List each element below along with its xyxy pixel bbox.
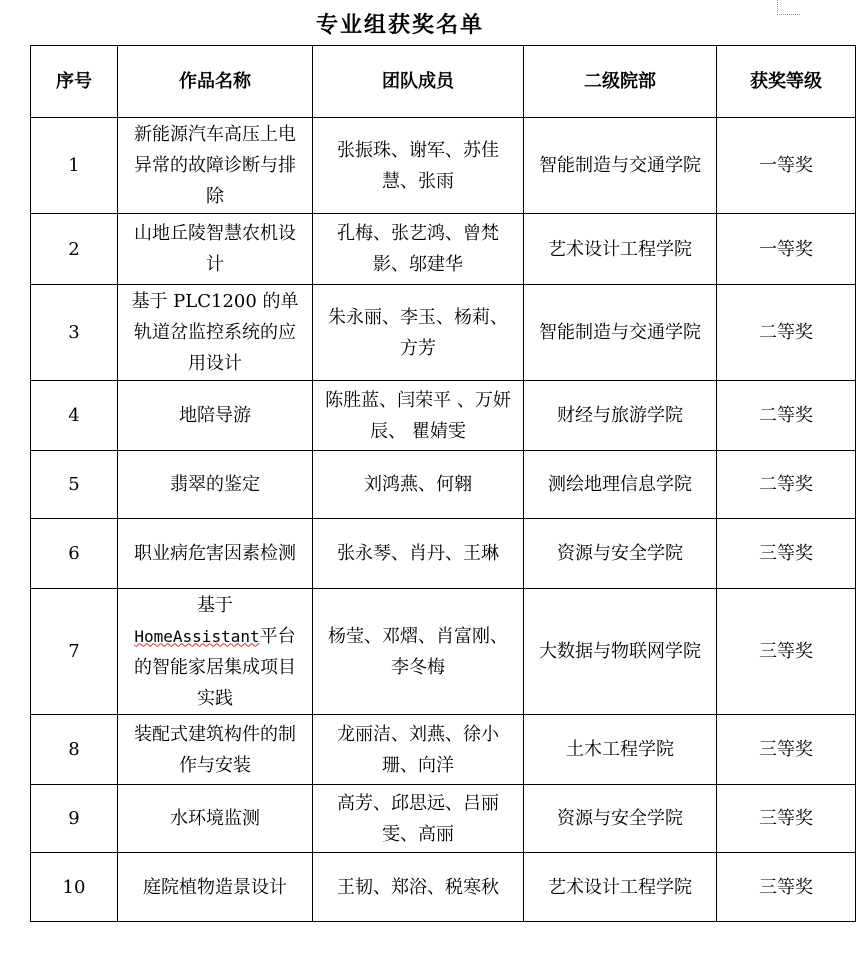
table-row [31,381,856,451]
cell-serial-number: 7 [31,589,118,715]
cell-college: 资源与安全学院 [524,785,717,853]
cell-team-members: 张永琴、肖丹、王琳 [313,519,524,589]
cell-serial-number: 1 [31,118,118,214]
work-name-prefix: 基于 [197,594,233,616]
cell-work-name: 新能源汽车高压上电异常的故障诊断与排除 [118,118,313,214]
cell-team-members: 张振珠、谢军、苏佳慧、张雨 [313,118,524,214]
award-table [30,45,856,922]
cell-team-members: 高芳、邱思远、吕丽雯、高丽 [313,785,524,853]
cell-team-members: 杨莹、邓熠、肖富刚、李冬梅 [313,589,524,715]
cell-award-level: 三等奖 [717,519,856,589]
cell-work-name: 山地丘陵智慧农机设计 [118,214,313,285]
cell-college: 资源与安全学院 [524,519,717,589]
cell-award-level: 三等奖 [717,853,856,922]
cell-work-name [118,589,313,715]
cell-team-members: 朱永丽、李玉、杨莉、方芳 [313,285,524,381]
cell-work-name: 庭院植物造景设计 [118,853,313,922]
cell-award-level: 三等奖 [717,715,856,785]
cell-work-name: 职业病危害因素检测 [118,519,313,589]
cell-award-level: 三等奖 [717,589,856,715]
cell-college: 智能制造与交通学院 [524,118,717,214]
work-name-suffix: 平台的智能家居集成项目实践 [134,625,296,709]
table-row [31,519,856,589]
cell-college: 艺术设计工程学院 [524,214,717,285]
cell-college: 大数据与物联网学院 [524,589,717,715]
header-team-members: 团队成员 [313,46,524,118]
header-serial-number: 序号 [31,46,118,118]
cell-serial-number: 8 [31,715,118,785]
cell-award-level: 三等奖 [717,785,856,853]
cell-team-members: 陈胜蓝、闫荣平 、万妍辰、 瞿婧雯 [313,381,524,451]
cell-college: 艺术设计工程学院 [524,853,717,922]
cell-serial-number: 6 [31,519,118,589]
table-row [31,589,856,715]
header-award-level: 获奖等级 [717,46,856,118]
table-row [31,285,856,381]
header-college: 二级院部 [524,46,717,118]
cell-serial-number: 5 [31,451,118,519]
cell-college: 测绘地理信息学院 [524,451,717,519]
table-row [31,118,856,214]
cell-award-level: 一等奖 [717,214,856,285]
cell-serial-number: 2 [31,214,118,285]
cell-team-members: 王韧、郑浴、税寒秋 [313,853,524,922]
table-header-row [31,46,856,118]
cell-award-level: 一等奖 [717,118,856,214]
table-row [31,214,856,285]
cell-college: 财经与旅游学院 [524,381,717,451]
cell-work-name: 装配式建筑构件的制作与安装 [118,715,313,785]
cell-work-name: 水环境监测 [118,785,313,853]
cell-work-name: 地陪导游 [118,381,313,451]
table-row [31,785,856,853]
cell-serial-number: 10 [31,853,118,922]
cell-award-level: 二等奖 [717,381,856,451]
cell-team-members: 刘鸿燕、何翱 [313,451,524,519]
cell-team-members: 孔梅、张艺鸿、曾梵影、邬建华 [313,214,524,285]
cell-college: 智能制造与交通学院 [524,285,717,381]
cell-work-name: 翡翠的鉴定 [118,451,313,519]
cell-serial-number: 9 [31,785,118,853]
cell-college: 土木工程学院 [524,715,717,785]
spellcheck-underlined-term: HomeAssistant [134,626,260,646]
cell-team-members: 龙丽洁、刘燕、徐小珊、向洋 [313,715,524,785]
cell-serial-number: 3 [31,285,118,381]
table-row [31,451,856,519]
cell-serial-number: 4 [31,381,118,451]
header-work-name: 作品名称 [118,46,313,118]
document-title: 专业组获奖名单 [315,12,484,38]
cell-award-level: 二等奖 [717,451,856,519]
cell-work-name: 基于 PLC1200 的单轨道岔监控系统的应用设计 [118,285,313,381]
table-row [31,715,856,785]
cell-award-level: 二等奖 [717,285,856,381]
table-row [31,853,856,922]
